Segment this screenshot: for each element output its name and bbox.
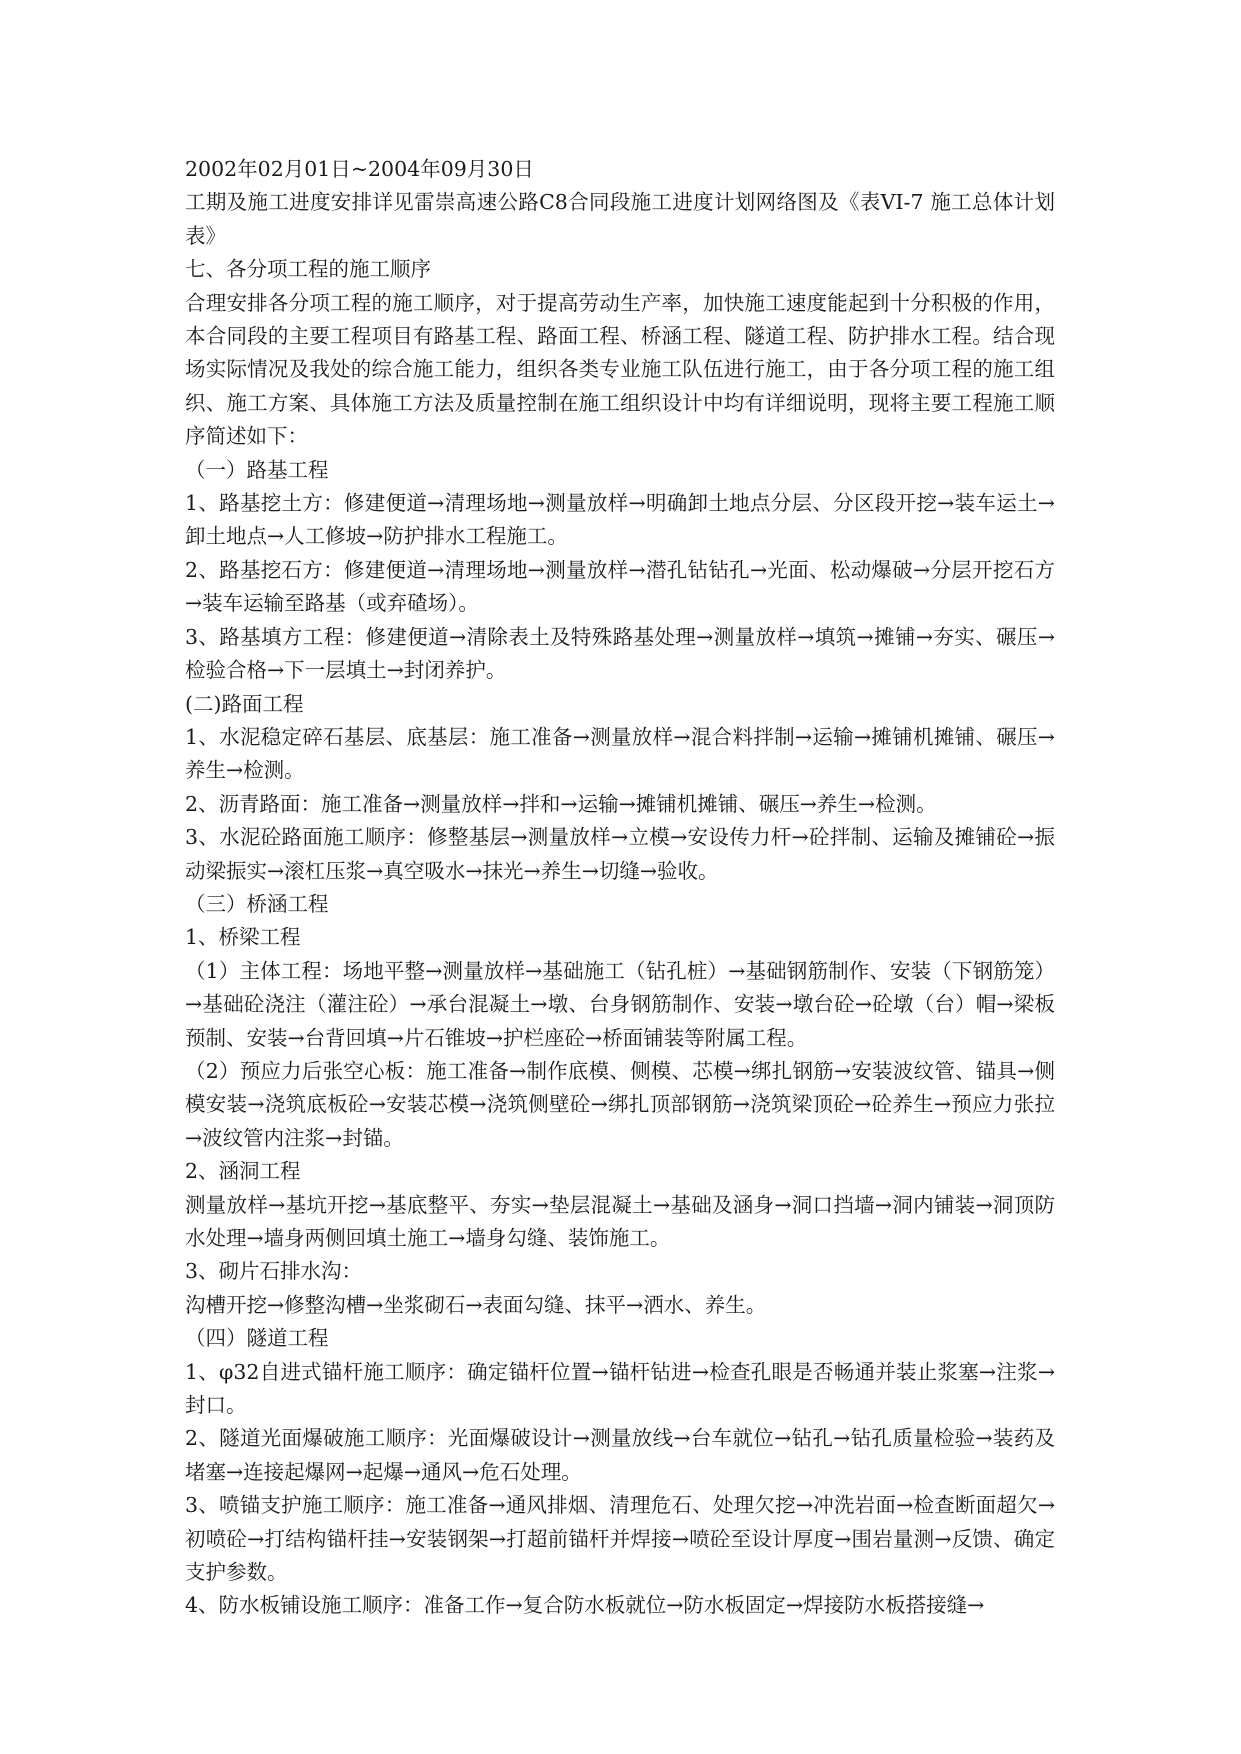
item-heading: 1、桥梁工程	[185, 925, 301, 950]
document-body	[185, 153, 1055, 1623]
paragraph: 2、隧道光面爆破施工顺序：光面爆破设计→测量放线→台车就位→钻孔→钻孔质量检验→装药及堵塞→连接起爆网→起爆→通风→危石处理。	[185, 1426, 1055, 1484]
item-heading: 3、砌片石排水沟：	[185, 1259, 363, 1284]
subsection-heading: （四）隧道工程	[185, 1326, 329, 1351]
paragraph: 2、沥青路面：施工准备→测量放样→拌和→运输→摊铺机摊铺、碾压→养生→检测。	[185, 791, 937, 816]
item-heading: 2、涵洞工程	[185, 1159, 301, 1184]
paragraph: 测量放样→基坑开挖→基底整平、夯实→垫层混凝土→基础及涵身→洞口挡墙→洞内铺装→洞顶防水处理→墙身两侧回填土施工→墙身勾缝、装饰施工。	[185, 1192, 1055, 1250]
subsection-heading: （一）路基工程	[185, 457, 329, 482]
paragraph: 沟槽开挖→修整沟槽→坐浆砌石→表面勾缝、抹平→洒水、养生。	[185, 1292, 767, 1317]
schedule-note: 工期及施工进度安排详见雷崇高速公路C8合同段施工进度计划网络图及《表VI-7 施工总体计划表》	[185, 190, 1055, 248]
paragraph: （1）主体工程：场地平整→测量放样→基础施工（钻孔桩）→基础钢筋制作、安装（下钢筋笼）→基础砼浇注（灌注砼）→承台混凝土→墩、台身钢筋制作、安装→墩台砼→砼墩（台）帽→梁板预制、安装→台背回填→片石锥坡→护栏座砼→桥面铺装等附属工程。	[185, 958, 1055, 1050]
paragraph: 3、路基填方工程：修建便道→清除表土及特殊路基处理→测量放样→填筑→摊铺→夯实、碾压→检验合格→下一层填土→封闭养护。	[185, 624, 1055, 683]
date-range-line: 2002年02月01日~2004年09月30日	[185, 157, 534, 181]
paragraph: 3、喷锚支护施工顺序：施工准备→通风排烟、清理危石、处理欠挖→冲洗岩面→检查断面超欠→初喷砼→打结构锚杆挂→安装钢架→打超前锚杆并焊接→喷砼至设计厚度→围岩量测→反馈、确定支护参数。	[185, 1493, 1055, 1585]
paragraph: 1、路基挖土方：修建便道→清理场地→测量放样→明确卸土地点分层、分区段开挖→装车运土→卸土地点→人工修坡→防护排水工程施工。	[185, 491, 1055, 549]
section-heading: 七、各分项工程的施工顺序	[185, 257, 431, 282]
paragraph: 1、水泥稳定碎石基层、底基层：施工准备→测量放样→混合料拌制→运输→摊铺机摊铺、碾压→养生→检测。	[185, 724, 1055, 783]
section-intro: 合理安排各分项工程的施工顺序，对于提高劳动生产率，加快施工速度能起到十分积极的作用，本合同段的主要工程项目有路基工程、路面工程、桥涵工程、隧道工程、防护排水工程。结合现场实际情况及我处的综合施工能力，组织各类专业施工队伍进行施工，由于各分项工程的施工组织、施工方案、具体施工方法及质量控制在施工组织设计中均有详细说明，现将主要工程施工顺序简述如下：	[185, 290, 1055, 449]
subsection-heading: （三）桥涵工程	[185, 891, 329, 916]
paragraph: 3、水泥砼路面施工顺序：修整基层→测量放样→立模→安设传力杆→砼拌制、运输及摊铺砼→振动梁振实→滚杠压浆→真空吸水→抹光→养生→切缝→验收。	[185, 825, 1055, 883]
paragraph: 1、φ32自进式锚杆施工顺序：确定锚杆位置→锚杆钻进→检查孔眼是否畅通并装止浆塞→注浆→封口。	[185, 1359, 1055, 1418]
paragraph: （2）预应力后张空心板：施工准备→制作底模、侧模、芯模→绑扎钢筋→安装波纹管、锚具→侧模安装→浇筑底板砼→安装芯模→浇筑侧壁砼→绑扎顶部钢筋→浇筑梁顶砼→砼养生→预应力张拉→波纹管内注浆→封锚。	[185, 1058, 1055, 1150]
paragraph: 4、防水板铺设施工顺序：准备工作→复合防水板就位→防水板固定→焊接防水板搭接缝→	[185, 1593, 985, 1618]
paragraph: 2、路基挖石方：修建便道→清理场地→测量放样→潜孔钻钻孔→光面、松动爆破→分层开挖石方→装车运输至路基（或弃碴场）。	[185, 557, 1055, 616]
subsection-heading: (二)路面工程	[185, 691, 304, 716]
